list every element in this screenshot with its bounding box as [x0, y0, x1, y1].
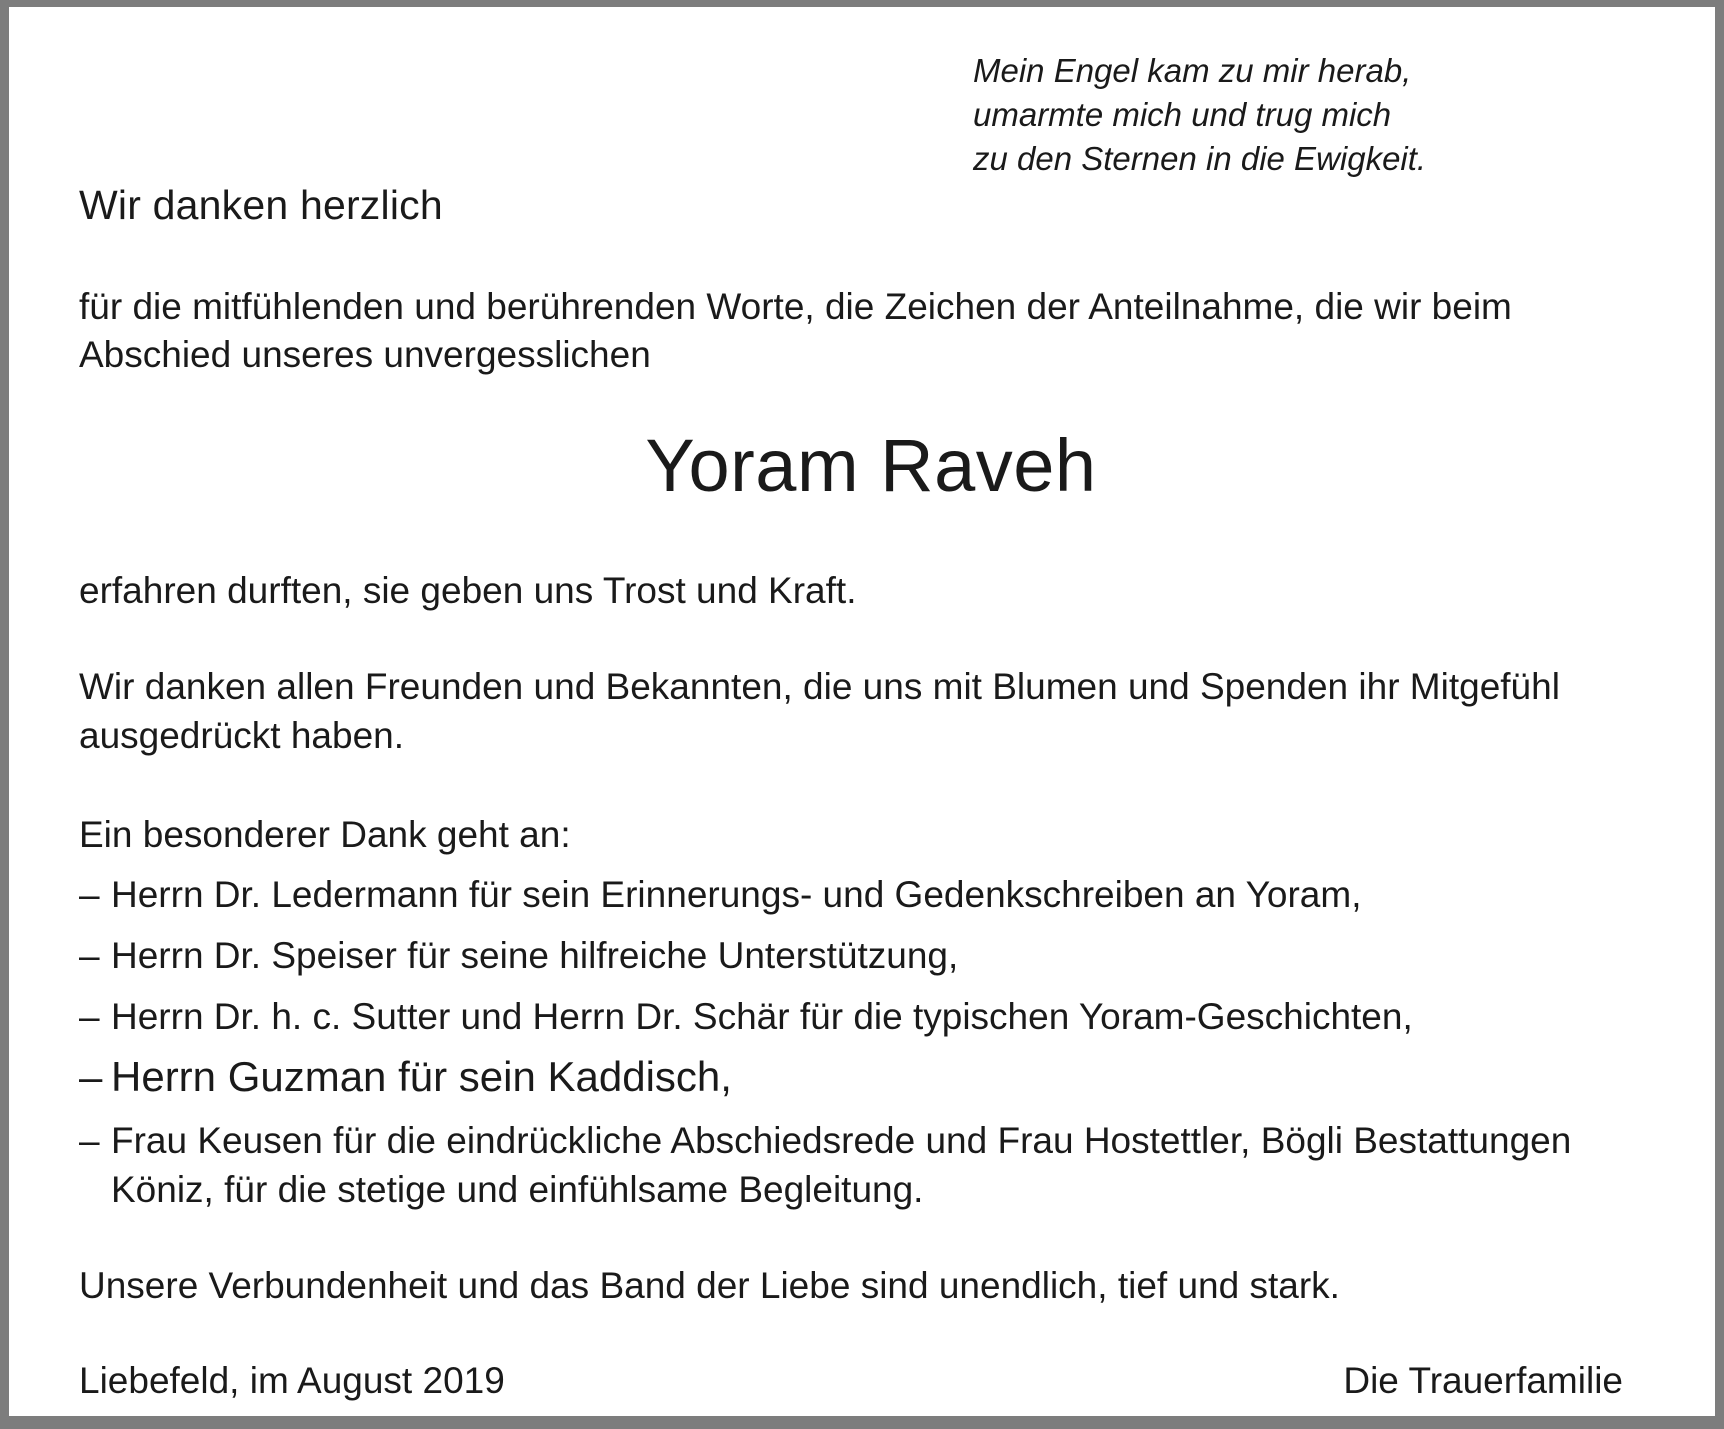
- list-dash: –: [79, 996, 100, 1037]
- motto-verse: [973, 49, 1426, 181]
- special-thanks-item: [79, 932, 958, 980]
- special-thanks-item-text: Herrn Guzman für sein Kaddisch,: [111, 1053, 732, 1100]
- thanks-heading: Wir danken herzlich: [79, 182, 443, 228]
- motto-line-1: Mein Engel kam zu mir herab,: [973, 52, 1412, 89]
- intro-line-2: Abschied unseres unvergesslichen: [79, 334, 651, 375]
- special-thanks-item-text: Herrn Dr. Speiser für seine hilfreiche Unterstützung,: [111, 935, 959, 976]
- special-thanks-item-continuation: Köniz, für die stetige und einfühlsame Begleitung.: [111, 1169, 924, 1210]
- motto-line-3: zu den Sternen in die Ewigkeit.: [973, 140, 1427, 177]
- friends-thanks-line-1: Wir danken allen Freunden und Bekannten, die uns mit Blumen und Spenden ihr Mitgefühl: [79, 666, 1560, 707]
- special-thanks-item: [79, 993, 1413, 1041]
- motto-line-2: umarmte mich und trug mich: [973, 96, 1392, 133]
- signature: Die Trauerfamilie: [1343, 1360, 1623, 1401]
- special-thanks-item-text: Herrn Dr. h. c. Sutter und Herrn Dr. Schär für die typischen Yoram-Geschichten,: [111, 996, 1413, 1037]
- friends-thanks-line-2: ausgedrückt haben.: [79, 715, 405, 756]
- intro-line-1: für die mitfühlenden und berührenden Worte, die Zeichen der Anteilnahme, die wir beim: [79, 286, 1512, 327]
- special-thanks-item: [79, 871, 1361, 919]
- special-thanks-item: [79, 1117, 1571, 1165]
- place-and-date: Liebefeld, im August 2019: [79, 1360, 505, 1401]
- after-name-text: erfahren durften, sie geben uns Trost und Kraft.: [79, 570, 857, 611]
- list-dash: –: [79, 1120, 100, 1161]
- special-thanks-item-text: Herrn Dr. Ledermann für sein Erinnerungs- und Gedenkschreiben an Yoram,: [111, 874, 1362, 915]
- list-dash: –: [79, 1053, 103, 1100]
- deceased-name: Yoram Raveh: [645, 424, 1097, 507]
- list-dash: –: [79, 874, 100, 915]
- closing-sentence: Unsere Verbundenheit und das Band der Liebe sind unendlich, tief und stark.: [79, 1265, 1340, 1306]
- list-dash: –: [79, 935, 100, 976]
- special-thanks-item: [79, 1050, 732, 1104]
- special-thanks-item-text: Frau Keusen für die eindrückliche Abschiedsrede und Frau Hostettler, Bögli Bestattungen: [111, 1120, 1572, 1161]
- special-thanks-intro: Ein besonderer Dank geht an:: [79, 814, 571, 855]
